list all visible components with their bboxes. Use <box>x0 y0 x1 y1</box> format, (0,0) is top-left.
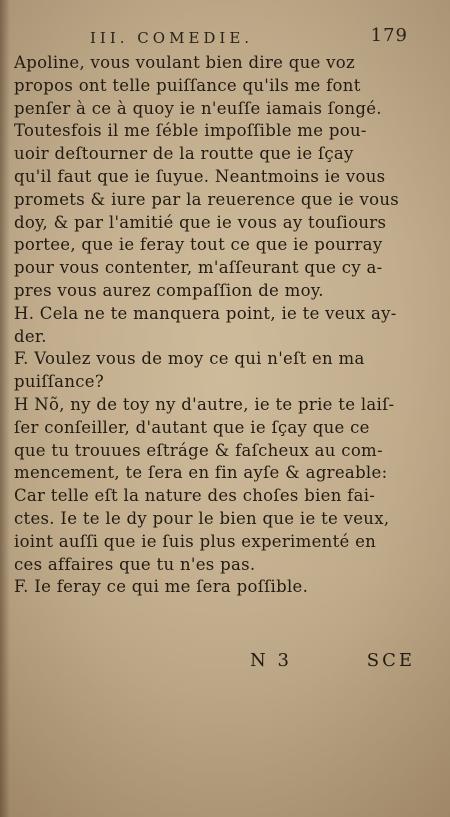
signature-mark: N 3 <box>250 650 292 671</box>
page-number: 179 <box>370 25 408 46</box>
text-line: ſer conſeiller, d'autant que ie ſçay que ce <box>14 417 370 437</box>
text-line: ces affaires que tu n'es pas. <box>14 554 256 574</box>
text-line: Toutesfois il me ſéble impoſſible me pou- <box>14 121 367 141</box>
text-line: H. Cela ne te manquera point, ie te veux ay- <box>14 303 397 323</box>
page-gutter-shadow <box>0 0 10 817</box>
body-text <box>14 52 414 599</box>
text-line: der. <box>14 326 47 346</box>
text-line: portee, que ie feray tout ce que ie pourray <box>14 235 383 255</box>
text-line: puiſſance? <box>14 372 104 392</box>
text-line: mencement, te ſera en fin ayſe & agreable: <box>14 463 388 483</box>
text-line: F. Ie feray ce qui me ſera poſſible. <box>14 577 309 597</box>
text-line: Apoline, vous voulant bien dire que voz <box>14 53 355 72</box>
text-line: H Nõ, ny de toy ny d'autre, ie te prie te laiſ- <box>14 394 395 414</box>
text-line: propos ont telle puiſſance qu'ils me font <box>14 75 361 95</box>
text-line: ioint auſſi que ie ſuis plus experimenté en <box>14 531 377 551</box>
page-footer <box>250 650 415 676</box>
running-head-title: III. COMEDIE. <box>90 29 254 47</box>
text-line: pour vous contenter, m'aſſeurant que cy a- <box>14 258 383 278</box>
text-line: Car telle eſt la nature des choſes bien fai- <box>14 486 376 506</box>
text-line: qu'il faut que ie ſuyue. Neantmoins ie vous <box>14 166 386 186</box>
text-line: que tu trouues eſtráge & faſcheux au com- <box>14 440 383 460</box>
text-line: F. Voulez vous de moy ce qui n'eſt en ma <box>14 349 365 369</box>
running-head <box>90 25 408 51</box>
text-line: ctes. Ie te le dy pour le bien que ie te veux, <box>14 508 390 528</box>
text-line: pres vous aurez compaſſion de moy. <box>14 280 324 300</box>
text-line: promets & iure par la reuerence que ie vous <box>14 189 400 209</box>
catchword: SCE <box>366 650 415 671</box>
text-line: penſer à ce à quoy ie n'euſſe iamais ſongé. <box>14 98 382 118</box>
text-line: doy, & par l'amitié que ie vous ay touſiours <box>14 212 387 232</box>
text-line: uoir deſtourner de la routte que ie ſçay <box>14 144 354 164</box>
